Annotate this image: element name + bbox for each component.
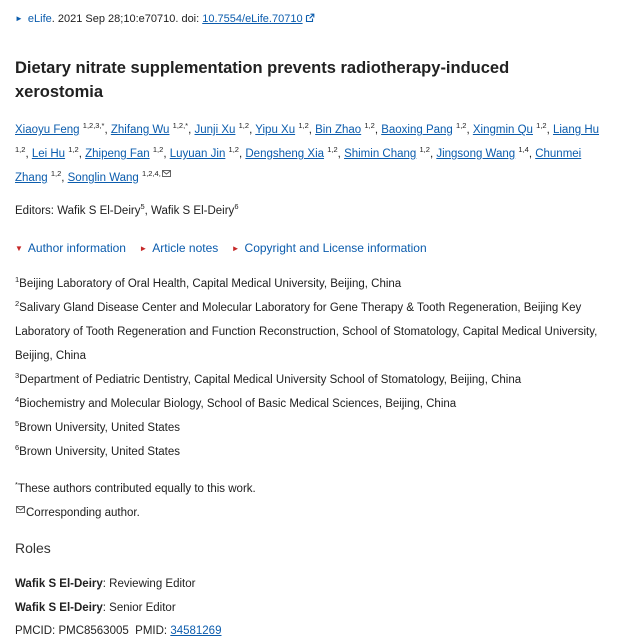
author-affil: 1,2 <box>327 145 338 155</box>
affiliation-text: Biochemistry and Molecular Biology, School of Basic Medical Sciences, Beijing, China <box>19 398 457 410</box>
author-link[interactable]: Lei Hu <box>31 148 66 160</box>
role-item <box>15 572 195 596</box>
author-link[interactable]: Xingmin Qu <box>472 124 533 136</box>
toggle-label: Article notes <box>152 241 219 255</box>
corresponding-author-note <box>15 501 256 525</box>
role-person: Wafik S El-Deiry <box>15 578 103 590</box>
affiliation-number: 2 <box>15 299 20 309</box>
expand-triangle-icon[interactable]: ► <box>15 14 23 23</box>
toggle-label: Author information <box>27 241 126 255</box>
pmid-label: PMID: <box>135 625 171 637</box>
editors-line <box>15 201 238 221</box>
article-notes-toggle[interactable] <box>139 238 218 260</box>
note-text: Corresponding author. <box>26 507 140 519</box>
author-affil: 1,4 <box>518 145 529 155</box>
author-affil: 1,2 <box>50 169 62 179</box>
caret-right-icon: ► <box>231 244 240 253</box>
pmcid: PMCID: PMC8563005 <box>15 625 129 637</box>
affiliation-item <box>15 392 611 416</box>
editor-affil: 6 <box>234 202 239 212</box>
role-title: : Senior Editor <box>102 602 176 614</box>
author-link[interactable]: Bin Zhao <box>315 124 362 136</box>
author-affil: 1,2 <box>238 121 250 131</box>
affiliation-text: Brown University, United States <box>19 422 181 434</box>
toggle-label: Copyright and License information <box>244 241 427 255</box>
asterisk-mark: * <box>15 480 18 490</box>
author-link[interactable]: Liang Hu <box>552 124 600 136</box>
author-affil: 1,2 <box>228 145 239 155</box>
citation-line <box>15 11 315 28</box>
author-link[interactable]: Chunmei Zhang <box>15 148 582 184</box>
author-link[interactable]: Shimin Chang <box>344 148 417 160</box>
author-affil: 1,2 <box>152 145 164 155</box>
author-affil: 1,2 <box>419 145 430 155</box>
roles-list <box>15 572 195 620</box>
author-link[interactable]: Zhifang Wu <box>110 124 170 136</box>
envelope-icon <box>16 506 25 513</box>
roles-heading: Roles <box>15 540 51 556</box>
author-affil: 1,2 <box>536 121 547 131</box>
affiliation-item <box>15 272 611 296</box>
journal-link[interactable]: eLife <box>27 13 52 25</box>
author-information-toggle[interactable] <box>15 238 126 260</box>
author-affil: 1,2,* <box>172 121 189 131</box>
affiliation-list <box>15 272 611 464</box>
author-affil: 1,2 <box>68 145 79 155</box>
author-link[interactable]: Jingsong Wang <box>436 148 516 160</box>
affiliation-text: Department of Pediatric Dentistry, Capital Medical University School of Stomatology, Beijing, China <box>19 374 522 386</box>
envelope-icon <box>162 170 171 177</box>
author-link[interactable]: Songlin Wang <box>67 172 139 184</box>
author-notes <box>15 477 256 525</box>
affiliation-item <box>15 296 611 368</box>
author-affil: 1,2 <box>456 121 467 131</box>
affiliation-number: 1 <box>15 275 20 285</box>
affiliation-number: 3 <box>15 371 20 381</box>
author-affil: 1,2,3,* <box>82 121 105 131</box>
citation-details: . 2021 Sep 28;10:e70710. doi: <box>51 13 203 25</box>
author-link[interactable]: Dengsheng Xia <box>245 148 325 160</box>
copyright-license-toggle[interactable] <box>232 238 427 260</box>
editor-name: Wafik S El-Deiry <box>57 205 141 217</box>
affiliation-item <box>15 416 611 440</box>
author-affil: 1,2 <box>15 145 26 155</box>
editor-separator: , <box>144 205 152 217</box>
affiliation-number: 4 <box>15 395 20 405</box>
author-list: Xiaoyu Feng $^{1,2,3,*}$, Zhifang Wu $^{1,2,*}$, Junji Xu $^{1,2}$, Yipu Xu $^{1,2}$, Bin Zhao $^{1,2}$, Baoxing Pang $^{1,2}$, Xingmin Qu $^{1,2}$, Liang Hu $^{1,2}$, Lei Hu $^{1,2}$, Zhipeng Fan $^{1,2}$, Luyuan Jin $^{1,2}$, Dengsheng Xia $^{1,2}$, Shimin Chang $^{1,2}$, Jingsong Wang $^{1,4}$, Chunmei Zhang $^{1,2}$, Songlin Wang $^{1,2,4,}$ <box>15 121 600 184</box>
affiliation-number: 6 <box>15 443 20 453</box>
author-link[interactable]: Baoxing Pang <box>381 124 453 136</box>
affiliation-item <box>15 368 611 392</box>
author-affil: 1,2 <box>364 121 375 131</box>
article-ids <box>15 621 221 641</box>
role-item <box>15 596 195 620</box>
doi-link[interactable]: 10.7554/eLife.70710 <box>202 13 303 25</box>
editor-affil: 5 <box>140 202 145 212</box>
article-title: Dietary nitrate supplementation prevents radiotherapy-induced xerostomia <box>15 59 510 101</box>
author-link[interactable]: Luyuan Jin <box>169 148 226 160</box>
affiliation-text: Beijing Laboratory of Oral Health, Capital Medical University, Beijing, China <box>19 278 402 290</box>
editor-name: Wafik S El-Deiry <box>151 205 235 217</box>
author-link[interactable]: Zhipeng Fan <box>85 148 150 160</box>
author-affil: 1,2,4, <box>142 169 161 179</box>
external-link-icon <box>305 13 315 23</box>
affiliation-text: Brown University, United States <box>19 446 181 458</box>
equal-contribution-note <box>15 477 256 501</box>
caret-right-icon: ► <box>139 244 148 253</box>
pmid-link[interactable]: 34581269 <box>170 625 222 637</box>
author-affil: 1,2 <box>298 121 309 131</box>
info-toggles <box>15 238 437 260</box>
author-link[interactable]: Junji Xu <box>194 124 236 136</box>
note-text: These authors contributed equally to this work. <box>17 483 256 495</box>
author-link[interactable]: Xiaoyu Feng <box>15 124 80 136</box>
affiliation-item <box>15 440 611 464</box>
caret-down-icon: ▼ <box>15 244 23 253</box>
editors-label: Editors: <box>15 205 58 217</box>
role-title: : Reviewing Editor <box>102 578 196 590</box>
role-person: Wafik S El-Deiry <box>15 602 103 614</box>
affiliation-number: 5 <box>15 419 20 429</box>
author-link[interactable]: Yipu Xu <box>255 124 296 136</box>
affiliation-text: Salivary Gland Disease Center and Molecular Laboratory for Gene Therapy & Tooth Regeneration, Beijing Key Laboratory of Tooth Regeneration and Function Reconstruction, School of Stomatology, Capital Medical University, Beijing, China <box>15 302 598 362</box>
